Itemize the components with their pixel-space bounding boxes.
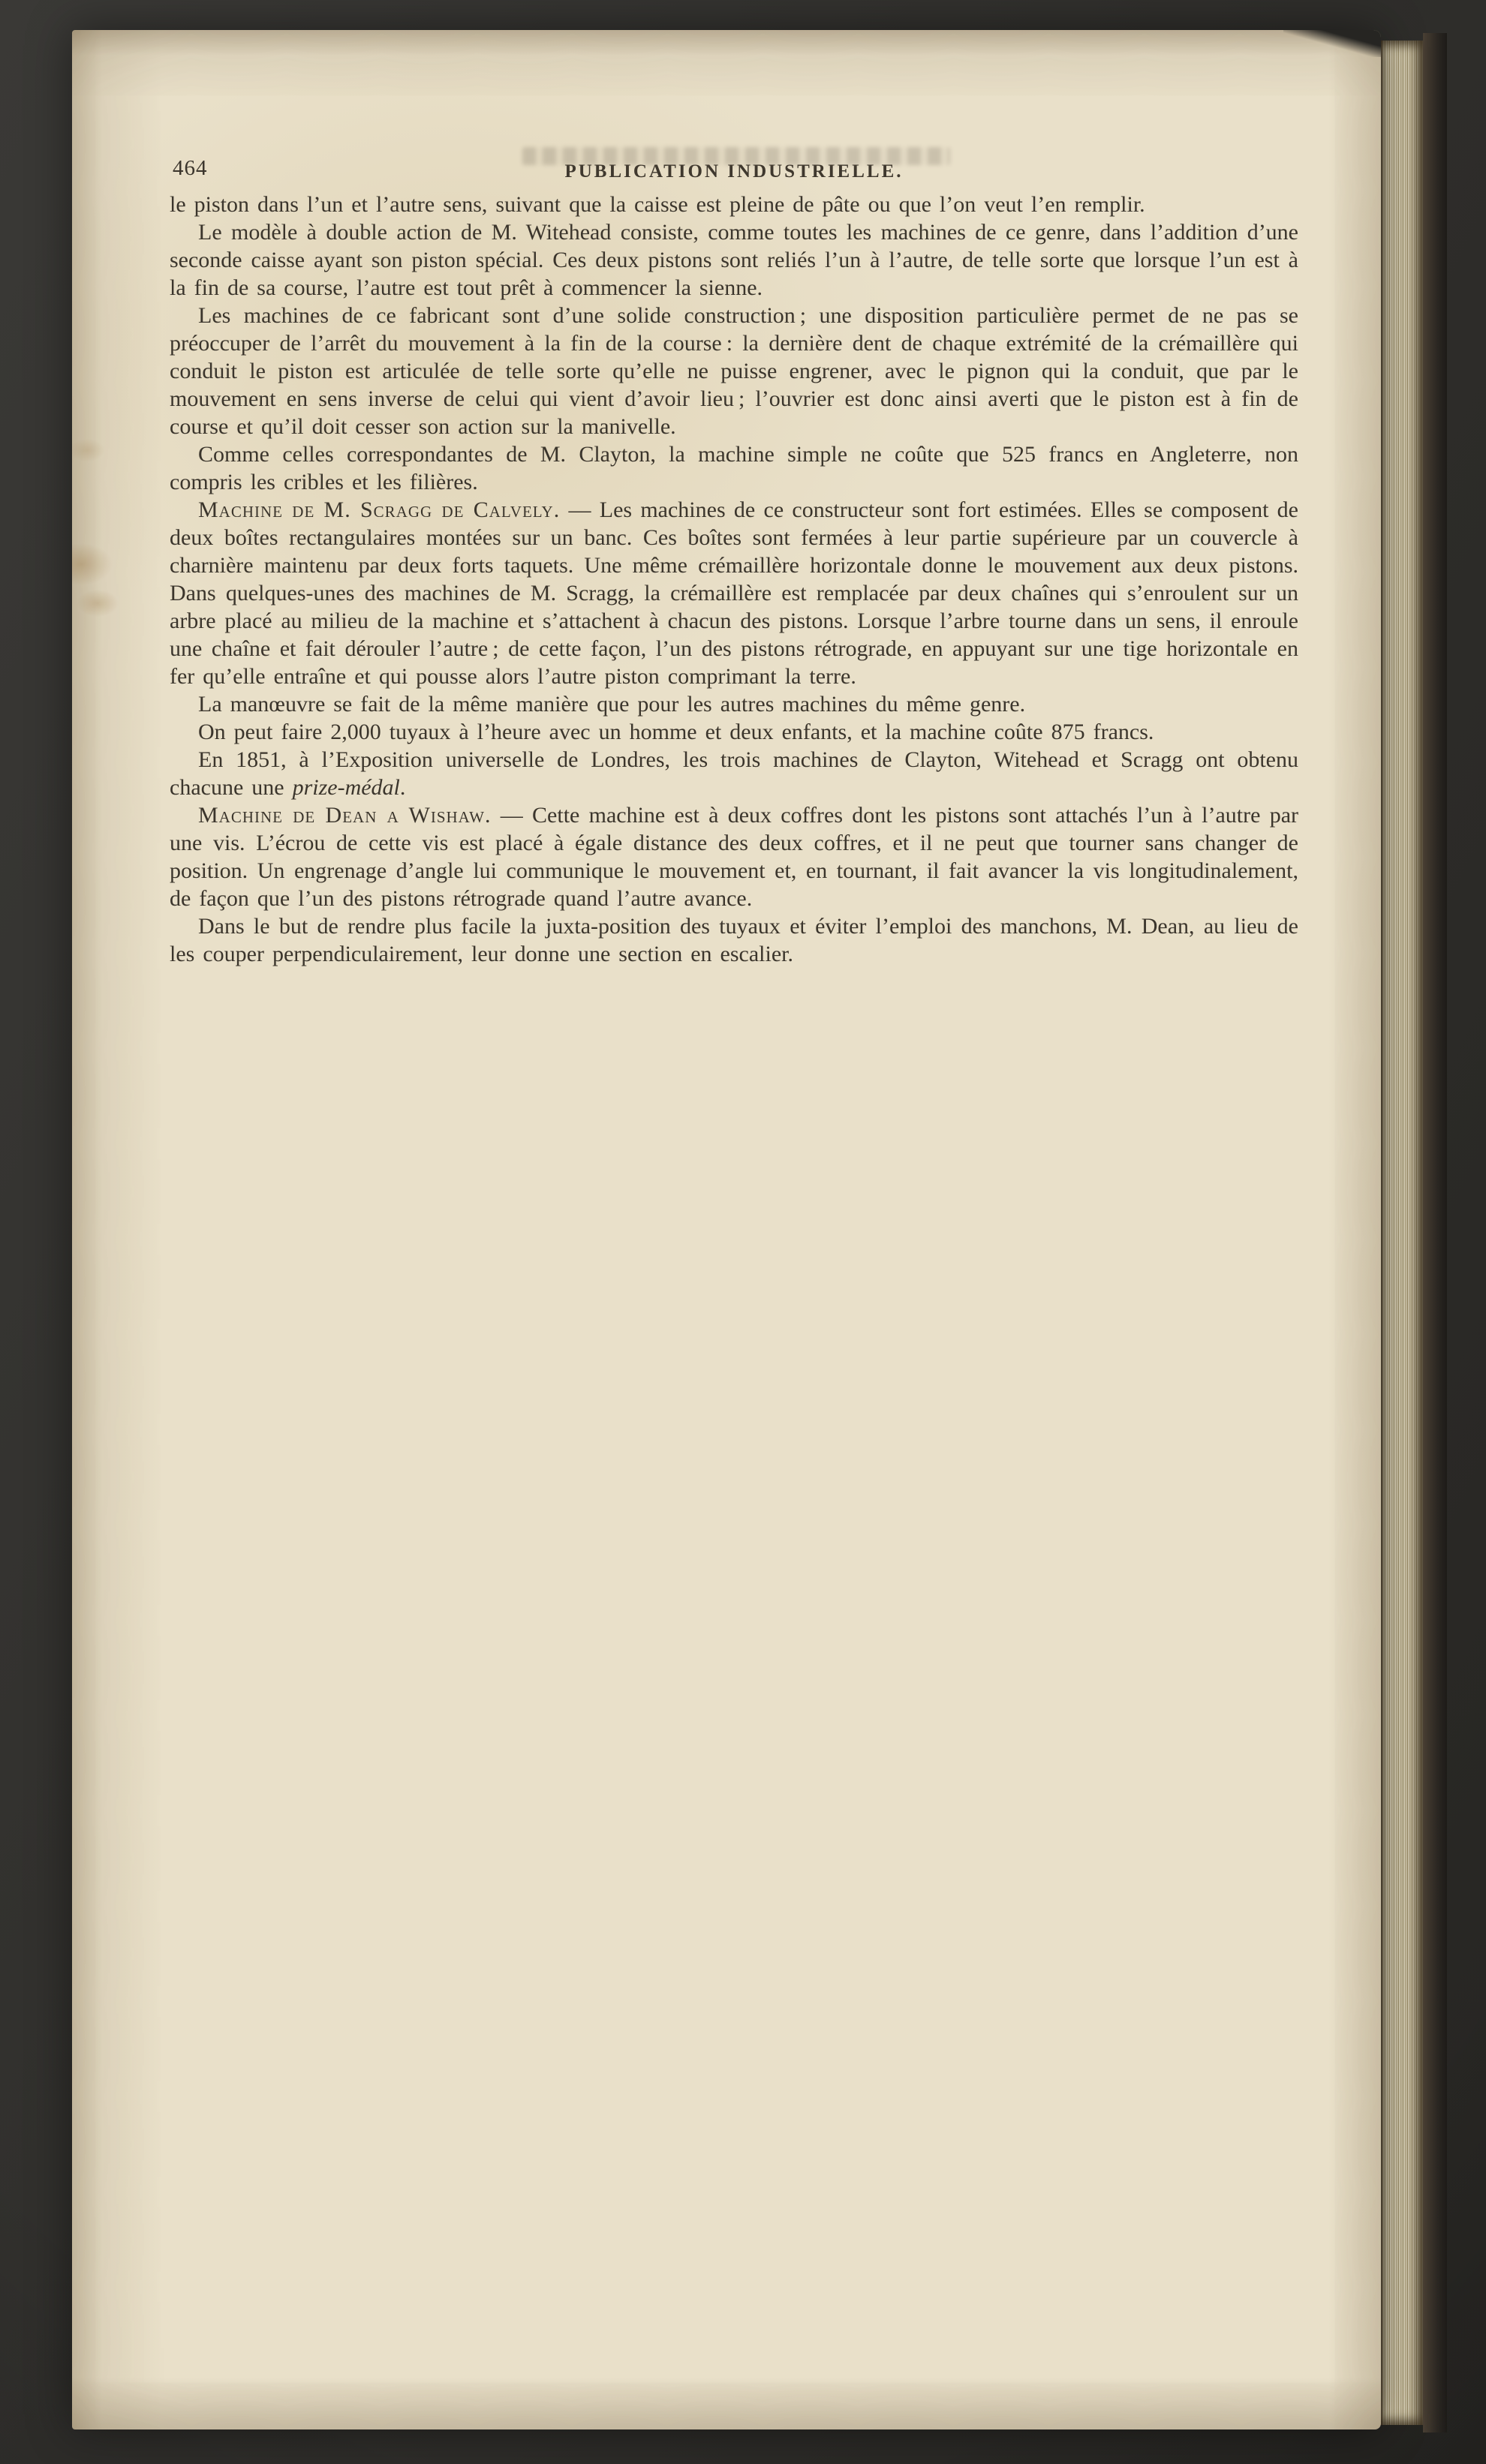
text-segment: le piston dans l’un et l’autre sens, suivant que la caisse est pleine de pâte ou que l’on veut l’en remplir.	[170, 192, 1145, 217]
page-number: 464	[173, 156, 208, 180]
paragraph	[170, 218, 1298, 302]
ink-showthrough	[522, 147, 950, 165]
book-cover-edge	[1423, 33, 1447, 2432]
page-text	[170, 191, 1298, 968]
paragraph	[170, 912, 1298, 968]
text-segment: On peut faire 2,000 tuyaux à l’heure avec un homme et deux enfants, et la machine coûte 875 francs.	[198, 720, 1154, 744]
text-segment: Comme celles correspondantes de M. Clayton, la machine simple ne coûte que 525 francs en Angleterre, non compris les cribles et les filières.	[170, 442, 1298, 494]
italic-term: prize-médal	[292, 775, 400, 800]
text-segment: Les machines de ce fabricant sont d’une solide construction ; une disposition particulière permet de ne pas se préoccuper de l’arrêt du mouvement à la fin de la course : la dernière dent de chaque extrémité de la crémaillère qui conduit le piston est articulée de telle sorte qu’elle ne puisse engrener, avec le pignon qui la conduit, que par le mouvement en sens inverse de celui qui vient d’avoir lieu ; l’ouvrier est donc ainsi averti que le piston est à fin de course et qu’il doit cesser son action sur la manivelle.	[170, 303, 1298, 439]
book-page	[72, 30, 1381, 2429]
page-corner-wear	[1283, 30, 1381, 57]
paragraph	[170, 746, 1298, 801]
paragraph	[170, 302, 1298, 440]
section-heading-smallcaps: Machine de M. Scragg de Calvely.	[198, 497, 561, 522]
section-heading-smallcaps: Machine de Dean a Wishaw.	[198, 803, 492, 828]
book-fore-edge-pages	[1381, 41, 1423, 2425]
text-segment: La manœuvre se fait de la même manière que pour les autres machines du même genre.	[198, 692, 1026, 717]
text-segment: — Les machines de ce constructeur sont fort estimées. Elles se composent de deux boîtes rectangulaires montées sur un banc. Ces boîtes sont fermées à leur partie supérieure par un couvercle à charnière maintenu par deux forts taquets. Une même crémaillère horizontale donne le mouvement aux deux pistons. Dans quelques-unes des machines de M. Scragg, la crémaillère est remplacée par deux chaînes qui s’enroulent sur un arbre placé au milieu de la machine et s’attachent à chacun des pistons. Lorsque l’arbre tourne dans un sens, il enroule une chaîne et fait dérouler l’autre ; de cette façon, l’un des pistons rétrograde, en appuyant sur une tige horizontale en fer qu’elle entraîne et qui pousse alors l’autre piston comprimant la terre.	[170, 497, 1298, 689]
text-segment: .	[399, 775, 406, 800]
page-header	[170, 156, 1298, 189]
text-segment: Dans le but de rendre plus facile la juxta-position des tuyaux et éviter l’emploi des manchons, M. Dean, au lieu de les couper perpendiculairement, leur donne une section en escalier.	[170, 914, 1298, 966]
paragraph	[170, 690, 1298, 718]
paragraph	[170, 440, 1298, 496]
text-segment: En 1851, à l’Exposition universelle de Londres, les trois machines de Clayton, Witehead et Scragg ont obtenu chacune une	[170, 747, 1298, 800]
paragraph	[170, 718, 1298, 746]
paragraph	[170, 801, 1298, 912]
text-segment: — Cette machine est à deux coffres dont les pistons sont attachés l’un à l’autre par une vis. L’écrou de cette vis est placé à égale distance des deux coffres, et il ne peut que tourner sans changer de position. Un engrenage d’angle lui communique le mouvement et, en tournant, il fait avancer la vis longitudinalement, de façon que l’un des pistons rétrograde quand l’autre avance.	[170, 803, 1299, 911]
running-title: PUBLICATION INDUSTRIELLE.	[564, 161, 904, 182]
paragraph	[170, 191, 1298, 218]
paragraph	[170, 496, 1298, 690]
text-segment: Le modèle à double action de M. Witehead consiste, comme toutes les machines de ce genre, dans l’addition d’une seconde caisse ayant son piston spécial. Ces deux pistons sont reliés l’un à l’autre, de telle sorte que lorsque l’un est à la fin de sa course, l’autre est tout prêt à commencer la sienne.	[170, 220, 1298, 300]
